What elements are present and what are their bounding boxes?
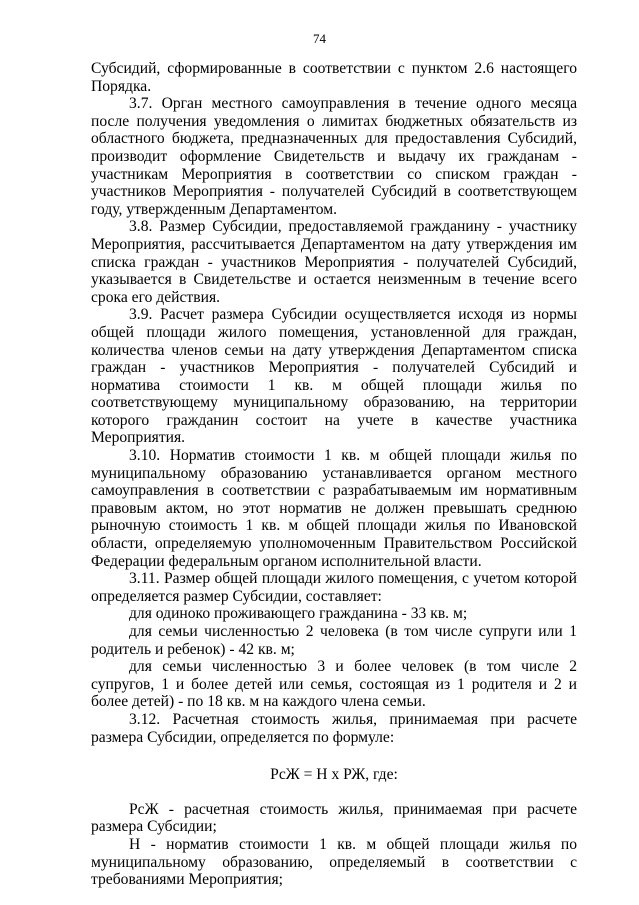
paragraph-continuation: Субсидий, сформированные в соответствии с пунктом 2.6 настоящего Порядка. bbox=[91, 60, 577, 95]
area-single-person: для одиноко проживающего гражданина - 33 кв. м; bbox=[129, 605, 468, 623]
page-number: 74 bbox=[313, 31, 326, 46]
area-family-two: для семьи численностью 2 человека (в том числе супруги или 1 родитель и ребенок) - 42 кв. м; bbox=[91, 623, 577, 658]
definition-rszh: РсЖ - расчетная стоимость жилья, принимаемая при расчете размера Субсидии; bbox=[91, 800, 577, 836]
paragraph-3-7: 3.7. Орган местного самоуправления в течение одного месяца после получения уведомления о лимитах бюджетных обязательств из областного бюджета, предназначенных для предоставления Субсидий, производит оформление Свидетельств и выдачу их гражданам - участникам Мероприятия в соответствии со списком граждан - участников Мероприятия - получателей Субсидий в соответствующем году, утвержденным Департаментом. bbox=[91, 95, 577, 218]
paragraph-3-10: 3.10. Норматив стоимости 1 кв. м общей площади жилья по муниципальному образованию устанавливается органом местного самоуправления в соответствии с разрабатываемым им нормативным правовым актом, но этот норматив не должен превышать среднюю рыночную стоимость 1 кв. м общей площади жилья по Ивановской области, определяемую уполномоченным Правительством Российской Федерации федеральным органом исполнительной власти. bbox=[91, 447, 577, 570]
paragraph-3-12: 3.12. Расчетная стоимость жилья, принимаемая при расчете размера Субсидии, определяется по формуле: bbox=[91, 710, 577, 746]
definition-n: Н - норматив стоимости 1 кв. м общей площади жилья по муниципальному образованию, определяемый в соответствии с требованиями Мероприятия; bbox=[91, 835, 577, 889]
paragraph-3-9: 3.9. Расчет размера Субсидии осуществляется исходя из нормы общей площади жилого помещения, установленной для граждан, количества членов семьи на дату утверждения Департаментом списка граждан - участников Мероприятия - получателей Субсидий и норматива стоимости 1 кв. м общей площади жилья по соответствующему муниципальному образованию, на территории которого гражданин состоит на учете в качестве участника Мероприятия. bbox=[91, 306, 577, 447]
paragraph-3-11: 3.11. Размер общей площади жилого помещения, с учетом которой определяется размер Субсидии, составляет: bbox=[91, 570, 577, 605]
paragraph-3-8: 3.8. Размер Субсидии, предоставляемой гражданину - участнику Мероприятия, рассчитывается Департаментом на дату утверждения им списка граждан - участников Мероприятия - получателей Субсидий, указывается в Свидетельстве и остается неизменным в течение всего срока его действия. bbox=[91, 218, 577, 306]
document-body bbox=[91, 60, 577, 889]
area-family-three-plus: для семьи численностью 3 и более человек (в том числе 2 супругов, 1 и более детей или семья, состоящая из 1 родителя и 2 и более детей) - по 18 кв. м на каждого члена семьи. bbox=[91, 658, 577, 711]
formula: РсЖ = Н х РЖ, где: bbox=[270, 766, 398, 784]
